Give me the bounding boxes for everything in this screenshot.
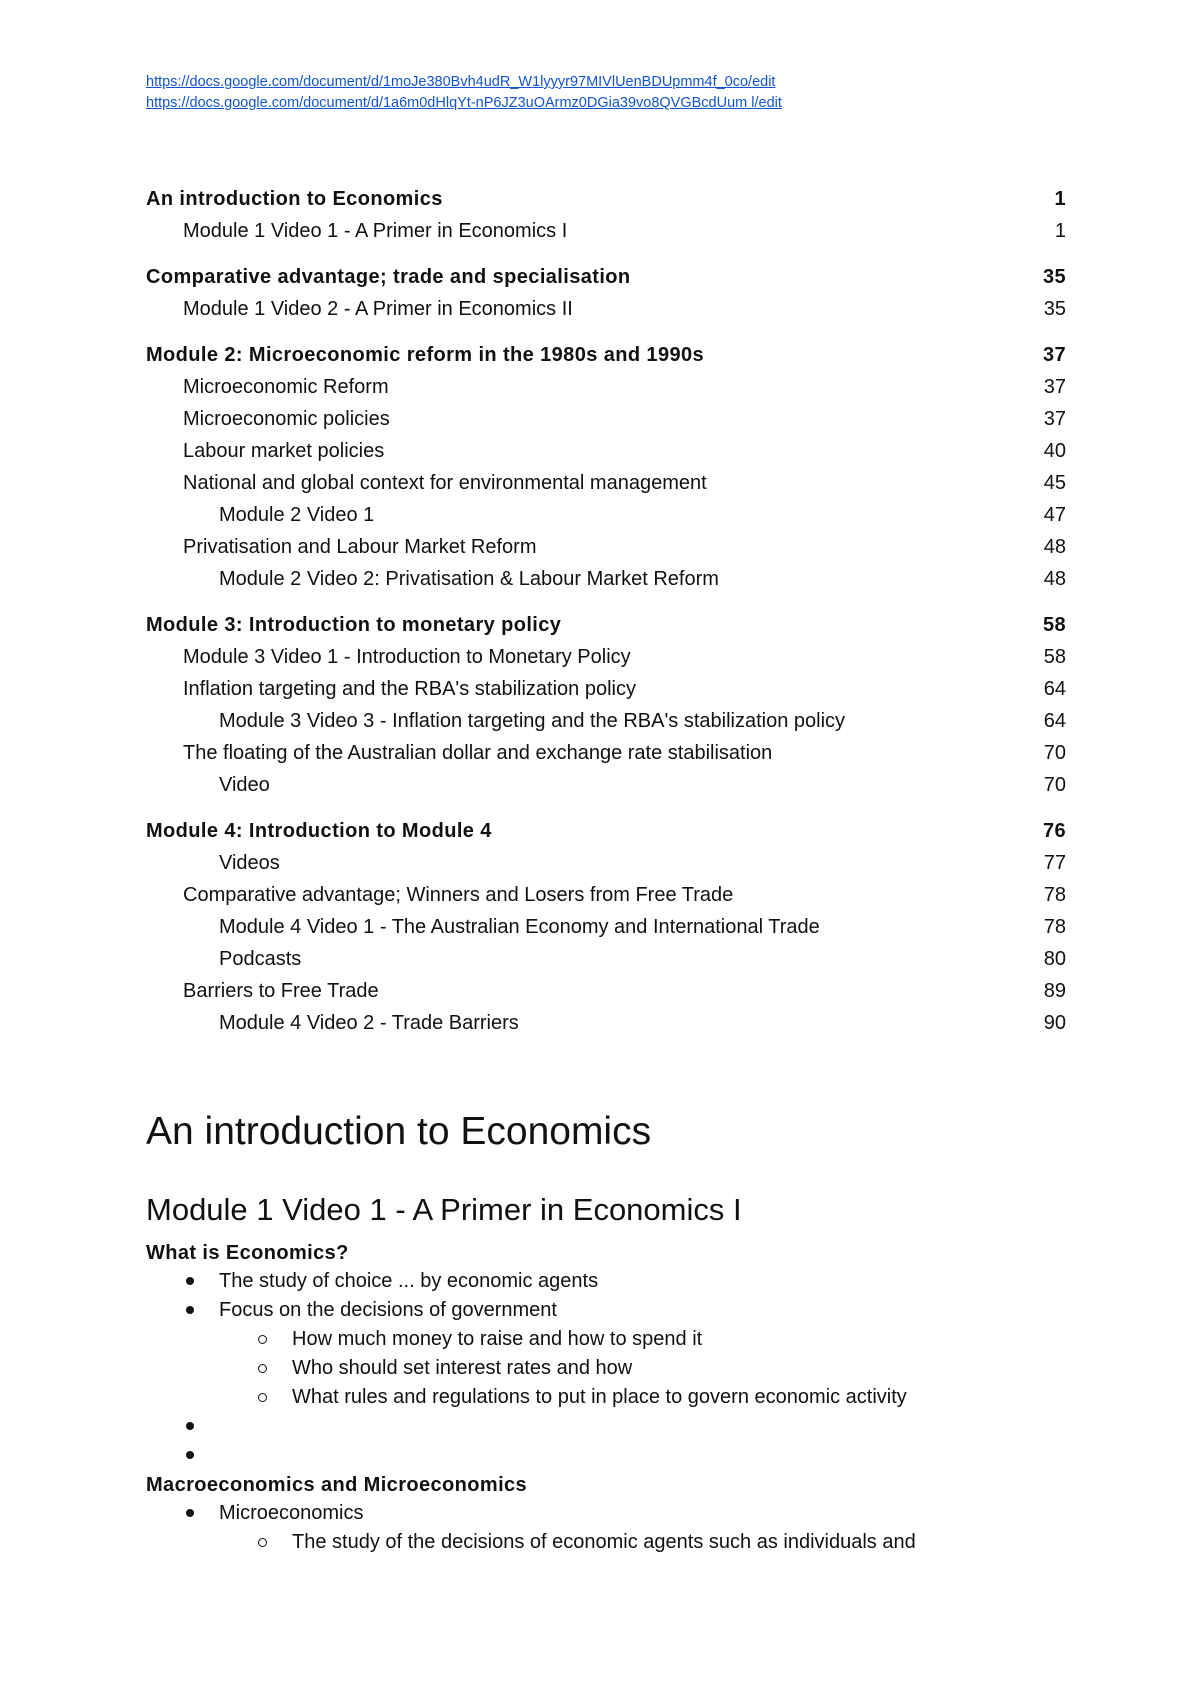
- toc-entry-title: Module 1 Video 1 - A Primer in Economics I: [183, 220, 568, 242]
- toc-entry-page: 37: [1043, 408, 1066, 430]
- list-item: [146, 1441, 1106, 1470]
- list-item-text: Focus on the decisions of government: [219, 1299, 557, 1321]
- list-item-text: How much money to raise and how to spend it: [292, 1328, 703, 1350]
- bullet-icon: [186, 1277, 194, 1285]
- toc-entry-title: An introduction to Economics: [146, 188, 443, 210]
- toc-entry-page: 1: [1054, 220, 1066, 242]
- toc-entry-page: 80: [1043, 948, 1066, 970]
- toc-entry[interactable]: [146, 737, 1066, 769]
- toc-entry-title: Videos: [219, 852, 280, 874]
- toc-entry-page: 76: [1042, 820, 1066, 842]
- toc-entry-title: Module 4 Video 1 - The Australian Economy and International Trade: [219, 916, 820, 938]
- toc-entry[interactable]: [146, 609, 1066, 641]
- hollow-bullet-icon: [258, 1538, 267, 1547]
- toc-entry-title: The floating of the Australian dollar and exchange rate stabilisation: [183, 742, 773, 764]
- toc-entry-title: Podcasts: [219, 948, 302, 970]
- toc-entry-page: 89: [1043, 980, 1066, 1002]
- toc-entry-page: 37: [1042, 344, 1066, 366]
- toc-entry-page: 45: [1043, 472, 1066, 494]
- toc-entry-page: 78: [1043, 916, 1066, 938]
- toc-entry-page: 70: [1043, 774, 1066, 796]
- list-item-text: The study of the decisions of economic agents such as individuals and: [292, 1531, 916, 1553]
- heading-2: Module 1 Video 1 - A Primer in Economics I: [146, 1192, 742, 1227]
- list-item-text: Who should set interest rates and how: [292, 1357, 633, 1379]
- toc-entry-page: 78: [1043, 884, 1066, 906]
- toc-entry[interactable]: [146, 467, 1066, 499]
- list-item: [146, 1267, 1106, 1296]
- toc-entry-title: Module 3: Introduction to monetary policy: [146, 614, 562, 636]
- toc-entry-title: Microeconomic Reform: [183, 376, 389, 398]
- toc-entry-page: 58: [1042, 614, 1066, 636]
- toc-entry-page: 35: [1043, 298, 1066, 320]
- toc-entry-title: Module 3 Video 1 - Introduction to Monetary Policy: [183, 646, 631, 668]
- toc-entry[interactable]: [146, 879, 1066, 911]
- section-heading: Macroeconomics and Microeconomics: [146, 1474, 528, 1496]
- toc-entry-title: Labour market policies: [183, 440, 385, 462]
- toc-entry-title: Microeconomic policies: [183, 408, 390, 430]
- toc-entry[interactable]: [146, 371, 1066, 403]
- toc-entry-page: 1: [1054, 188, 1066, 210]
- list-item: [146, 1499, 1106, 1528]
- toc-entry-title: Barriers to Free Trade: [183, 980, 379, 1002]
- toc-entry[interactable]: [146, 673, 1066, 705]
- hollow-bullet-icon: [258, 1335, 267, 1344]
- list-item: [146, 1325, 1106, 1354]
- toc-entry-title: Module 4: Introduction to Module 4: [146, 820, 492, 842]
- toc-entry-page: 47: [1043, 504, 1066, 526]
- toc-entry-title: Module 3 Video 3 - Inflation targeting and the RBA's stabilization policy: [219, 710, 846, 732]
- toc-entry-title: Module 1 Video 2 - A Primer in Economics II: [183, 298, 573, 320]
- toc-entry-page: 90: [1043, 1012, 1066, 1034]
- list-item: [146, 1296, 1106, 1325]
- heading-1: An introduction to Economics: [146, 1110, 652, 1153]
- section-heading: What is Economics?: [146, 1242, 349, 1264]
- link-list: [146, 72, 782, 114]
- toc-entry[interactable]: [146, 531, 1066, 563]
- toc-entry-title: Module 2 Video 1: [219, 504, 375, 526]
- hollow-bullet-icon: [258, 1393, 267, 1402]
- toc-entry-page: 64: [1043, 710, 1066, 732]
- toc-entry[interactable]: [146, 403, 1066, 435]
- bullet-icon: [186, 1306, 194, 1314]
- section-what-is-economics: [146, 1239, 1106, 1470]
- list-item-text: What rules and regulations to put in place to govern economic activity: [292, 1386, 907, 1408]
- toc-entry[interactable]: [146, 705, 1066, 737]
- bullet-icon: [186, 1422, 194, 1430]
- list-item: [146, 1383, 1106, 1412]
- toc-entry-page: 58: [1043, 646, 1066, 668]
- toc-entry-page: 40: [1043, 440, 1066, 462]
- toc-entry[interactable]: [146, 215, 1066, 247]
- toc-entry-title: Module 2 Video 2: Privatisation & Labour Market Reform: [219, 568, 719, 590]
- toc-entry-title: Privatisation and Labour Market Reform: [183, 536, 537, 558]
- toc-entry[interactable]: [146, 183, 1066, 215]
- toc-entry-title: Comparative advantage; Winners and Losers from Free Trade: [183, 884, 734, 906]
- toc-entry[interactable]: [146, 911, 1066, 943]
- list-item: [146, 1528, 1106, 1557]
- table-of-contents: [146, 183, 1066, 1039]
- list-item: [146, 1354, 1106, 1383]
- toc-entry-page: 48: [1043, 568, 1066, 590]
- bullet-icon: [186, 1509, 194, 1517]
- toc-entry[interactable]: [146, 975, 1066, 1007]
- toc-entry[interactable]: [146, 815, 1066, 847]
- doc-link[interactable]: https://docs.google.com/document/d/1moJe380Bvh4udR_W1lyyyr97MIVlUenBDUpmm4f_0co/edit: [146, 74, 776, 90]
- toc-entry-title: Comparative advantage; trade and specialisation: [146, 266, 631, 288]
- toc-entry-title: Video: [219, 774, 270, 796]
- toc-entry[interactable]: [146, 435, 1066, 467]
- toc-entry-page: 35: [1042, 266, 1066, 288]
- toc-entry[interactable]: [146, 847, 1066, 879]
- list-item: [146, 1412, 1106, 1441]
- toc-entry[interactable]: [146, 1007, 1066, 1039]
- list-item-text: Microeconomics: [219, 1502, 364, 1524]
- toc-entry[interactable]: [146, 563, 1066, 595]
- toc-entry-page: 70: [1043, 742, 1066, 764]
- toc-entry-title: Module 4 Video 2 - Trade Barriers: [219, 1012, 519, 1034]
- list-item-text: The study of choice ... by economic agents: [219, 1270, 599, 1292]
- toc-entry[interactable]: [146, 339, 1066, 371]
- toc-entry-title: National and global context for environmental management: [183, 472, 707, 494]
- toc-entry[interactable]: [146, 769, 1066, 801]
- hollow-bullet-icon: [258, 1364, 267, 1373]
- doc-link[interactable]: https://docs.google.com/document/d/1a6m0dHlqYt-nP6JZ3uOArmz0DGia39vo8QVGBcdUum l/edit: [146, 95, 782, 111]
- toc-entry[interactable]: [146, 499, 1066, 531]
- toc-entry[interactable]: [146, 293, 1066, 325]
- toc-entry-page: 64: [1043, 678, 1066, 700]
- toc-entry[interactable]: [146, 641, 1066, 673]
- toc-entry-page: 48: [1043, 536, 1066, 558]
- bullet-icon: [186, 1451, 194, 1459]
- toc-entry[interactable]: [146, 943, 1066, 975]
- toc-entry-page: 37: [1043, 376, 1066, 398]
- toc-entry-title: Inflation targeting and the RBA's stabilization policy: [183, 678, 636, 700]
- toc-entry-page: 77: [1043, 852, 1066, 874]
- toc-entry-title: Module 2: Microeconomic reform in the 1980s and 1990s: [146, 344, 705, 366]
- section-macro-micro: [146, 1471, 1106, 1557]
- toc-entry[interactable]: [146, 261, 1066, 293]
